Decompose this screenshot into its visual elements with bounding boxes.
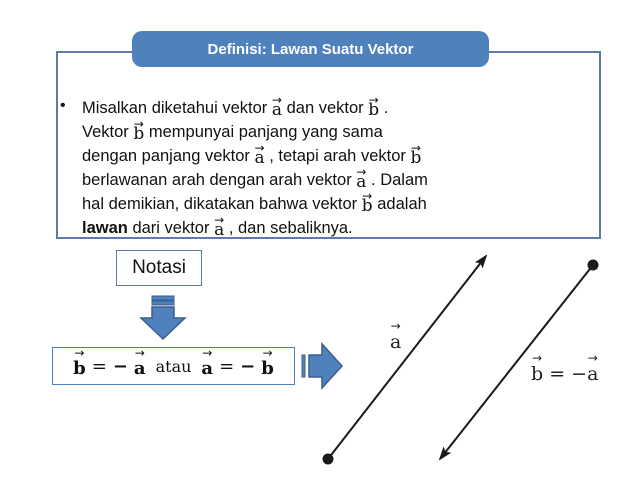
notasi-label: Notasi	[116, 250, 202, 286]
vector-a-start-point	[323, 454, 334, 465]
definition-title: Definisi: Lawan Suatu Vektor	[132, 31, 489, 67]
definition-line-5: hal demikian, dikatakan bahwa vektor → b adalah	[82, 190, 552, 214]
vector-a-symbol: → a	[214, 214, 224, 240]
vector-b-symbol: → b	[368, 94, 379, 120]
vector-b-start-point	[588, 260, 599, 271]
formula-vector-a: → a	[201, 354, 213, 379]
vector-a-symbol: → a	[254, 142, 264, 168]
vector-a-symbol: → a	[272, 94, 282, 120]
keyword-lawan: lawan	[82, 219, 128, 237]
definition-line-1: Misalkan diketahui vektor → a dan vektor → b .	[82, 94, 552, 118]
down-arrow-icon	[141, 296, 185, 339]
formula-atau: atau	[155, 356, 192, 376]
vector-b-symbol: → b	[133, 118, 144, 144]
bullet-dot: •	[60, 97, 66, 114]
definition-line-6: lawan dari vektor → a , dan sebaliknya.	[82, 214, 552, 238]
notation-formula: → b = − → a atau → a = − → b	[52, 347, 295, 385]
vector-a-label: → a	[390, 328, 401, 353]
formula-vector-b: → b	[261, 354, 274, 379]
vector-a-symbol: → a	[356, 166, 366, 192]
formula-vector-b: → b	[73, 354, 86, 379]
vector-b-label: → b = −→ a	[531, 360, 598, 385]
definition-line-3: dengan panjang vektor → a , tetapi arah vektor → b	[82, 142, 552, 166]
right-arrow-icon	[302, 344, 342, 388]
definition-line-2: Vektor → b mempunyai panjang yang sama	[82, 118, 552, 142]
vector-b-symbol: → b	[362, 190, 373, 216]
definition-line-4: berlawanan arah dengan arah vektor → a . Dalam	[82, 166, 552, 190]
vector-b-symbol: → b	[410, 142, 421, 168]
formula-vector-a: → a	[134, 354, 146, 379]
